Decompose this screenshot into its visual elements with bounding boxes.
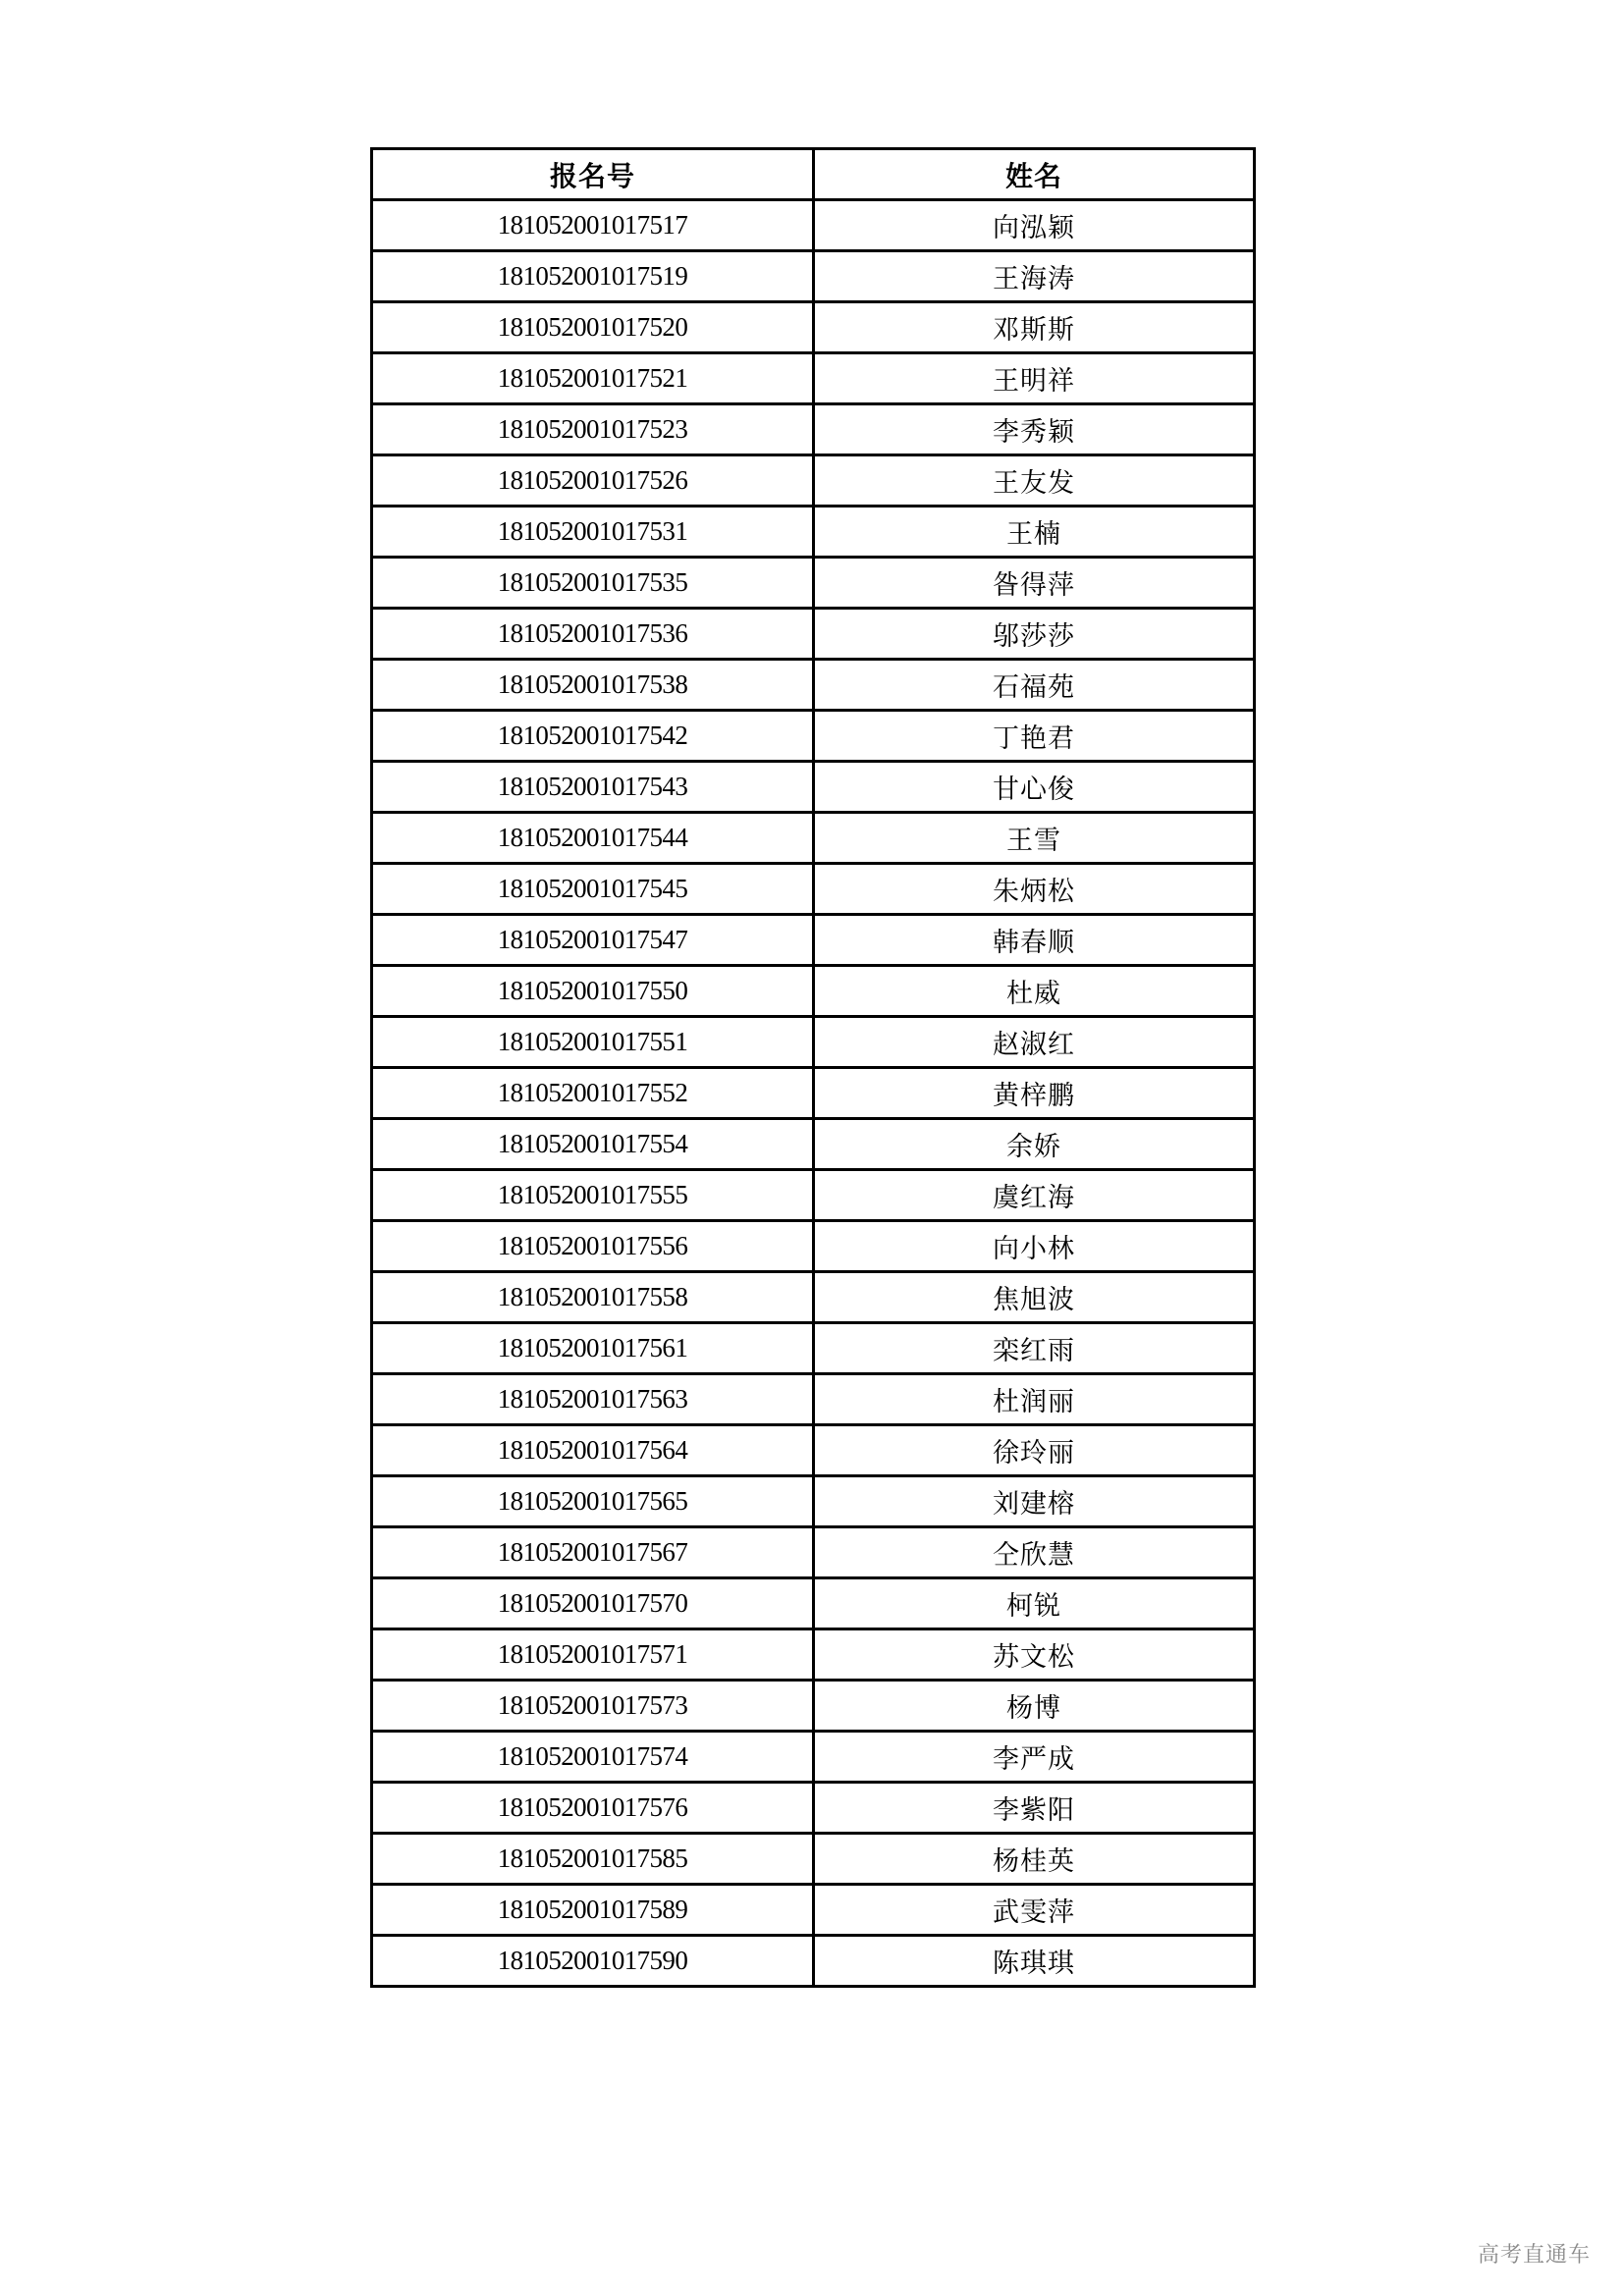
registration-number-cell: 181052001017565: [372, 1476, 814, 1527]
name-cell: 李紫阳: [814, 1783, 1255, 1834]
name-cell: 陈琪琪: [814, 1936, 1255, 1987]
roster-table: [370, 147, 1256, 1988]
registration-number-cell: 181052001017563: [372, 1374, 814, 1425]
registration-number-cell: 181052001017590: [372, 1936, 814, 1987]
table-row: [372, 915, 1255, 966]
name-cell: 徐玲丽: [814, 1425, 1255, 1476]
name-cell: 丁艳君: [814, 711, 1255, 762]
table-row: [372, 1936, 1255, 1987]
name-cell: 赵淑红: [814, 1017, 1255, 1068]
registration-number-cell: 181052001017556: [372, 1221, 814, 1272]
registration-number-cell: 181052001017561: [372, 1323, 814, 1374]
name-cell: 李秀颖: [814, 404, 1255, 455]
name-cell: 向泓颖: [814, 200, 1255, 251]
table-row: [372, 660, 1255, 711]
name-cell: 苏文松: [814, 1629, 1255, 1681]
name-cell: 黄梓鹏: [814, 1068, 1255, 1119]
registration-number-cell: 181052001017570: [372, 1578, 814, 1629]
registration-number-cell: 181052001017542: [372, 711, 814, 762]
table-row: [372, 762, 1255, 813]
name-cell: 韩春顺: [814, 915, 1255, 966]
name-cell: 王楠: [814, 507, 1255, 558]
registration-number-cell: 181052001017567: [372, 1527, 814, 1578]
registration-number-cell: 181052001017551: [372, 1017, 814, 1068]
registration-number-cell: 181052001017520: [372, 302, 814, 353]
name-cell: 柯锐: [814, 1578, 1255, 1629]
registration-number-cell: 181052001017589: [372, 1885, 814, 1936]
registration-number-cell: 181052001017519: [372, 251, 814, 302]
registration-number-cell: 181052001017538: [372, 660, 814, 711]
table-row: [372, 1425, 1255, 1476]
registration-number-cell: 181052001017531: [372, 507, 814, 558]
registration-number-cell: 181052001017554: [372, 1119, 814, 1170]
registration-number-cell: 181052001017576: [372, 1783, 814, 1834]
table-row: [372, 200, 1255, 251]
table-row: [372, 1068, 1255, 1119]
table-row: [372, 1629, 1255, 1681]
name-cell: 武雯萍: [814, 1885, 1255, 1936]
table-row: [372, 251, 1255, 302]
name-cell: 甘心俊: [814, 762, 1255, 813]
table-row: [372, 404, 1255, 455]
registration-number-cell: 181052001017552: [372, 1068, 814, 1119]
name-cell: 王雪: [814, 813, 1255, 864]
registration-number-cell: 181052001017573: [372, 1681, 814, 1732]
header-registration-number: 报名号: [372, 149, 814, 200]
name-cell: 朱炳松: [814, 864, 1255, 915]
name-cell: 杨桂英: [814, 1834, 1255, 1885]
table-body: [372, 200, 1255, 1987]
table-row: [372, 609, 1255, 660]
name-cell: 仝欣慧: [814, 1527, 1255, 1578]
name-cell: 焦旭波: [814, 1272, 1255, 1323]
name-cell: 昝得萍: [814, 558, 1255, 609]
registration-number-cell: 181052001017545: [372, 864, 814, 915]
table-row: [372, 711, 1255, 762]
table-row: [372, 507, 1255, 558]
table-row: [372, 1578, 1255, 1629]
registration-number-cell: 181052001017555: [372, 1170, 814, 1221]
registration-number-cell: 181052001017571: [372, 1629, 814, 1681]
table-row: [372, 558, 1255, 609]
name-cell: 杨博: [814, 1681, 1255, 1732]
name-cell: 李严成: [814, 1732, 1255, 1783]
table-row: [372, 1017, 1255, 1068]
table-row: [372, 864, 1255, 915]
name-cell: 向小林: [814, 1221, 1255, 1272]
table-row: [372, 353, 1255, 404]
name-cell: 邬莎莎: [814, 609, 1255, 660]
registration-number-cell: 181052001017564: [372, 1425, 814, 1476]
table-row: [372, 1272, 1255, 1323]
table-row: [372, 1119, 1255, 1170]
table-row: [372, 1323, 1255, 1374]
table-row: [372, 1681, 1255, 1732]
table-row: [372, 1374, 1255, 1425]
table-row: [372, 1221, 1255, 1272]
table-row: [372, 1527, 1255, 1578]
name-cell: 杜威: [814, 966, 1255, 1017]
table-row: [372, 966, 1255, 1017]
registration-number-cell: 181052001017535: [372, 558, 814, 609]
table-row: [372, 1732, 1255, 1783]
registration-number-cell: 181052001017585: [372, 1834, 814, 1885]
name-cell: 王明祥: [814, 353, 1255, 404]
watermark: 高考直通车: [1478, 2243, 1592, 2268]
name-cell: 王海涛: [814, 251, 1255, 302]
name-cell: 余娇: [814, 1119, 1255, 1170]
table-row: [372, 1885, 1255, 1936]
table-row: [372, 1834, 1255, 1885]
name-cell: 邓斯斯: [814, 302, 1255, 353]
header-name: 姓名: [814, 149, 1255, 200]
registration-number-cell: 181052001017558: [372, 1272, 814, 1323]
table-row: [372, 302, 1255, 353]
registration-number-cell: 181052001017536: [372, 609, 814, 660]
registration-number-cell: 181052001017574: [372, 1732, 814, 1783]
name-cell: 虞红海: [814, 1170, 1255, 1221]
name-cell: 刘建榕: [814, 1476, 1255, 1527]
table-row: [372, 1170, 1255, 1221]
registration-number-cell: 181052001017550: [372, 966, 814, 1017]
registration-number-cell: 181052001017543: [372, 762, 814, 813]
name-cell: 栾红雨: [814, 1323, 1255, 1374]
name-cell: 杜润丽: [814, 1374, 1255, 1425]
name-cell: 石福苑: [814, 660, 1255, 711]
registration-number-cell: 181052001017526: [372, 455, 814, 507]
name-cell: 王友发: [814, 455, 1255, 507]
table-row: [372, 1783, 1255, 1834]
registration-number-cell: 181052001017544: [372, 813, 814, 864]
registration-number-cell: 181052001017521: [372, 353, 814, 404]
registration-number-cell: 181052001017517: [372, 200, 814, 251]
table-row: [372, 455, 1255, 507]
table-header-row: [372, 149, 1255, 200]
registration-number-cell: 181052001017547: [372, 915, 814, 966]
table-row: [372, 813, 1255, 864]
table-row: [372, 1476, 1255, 1527]
registration-number-cell: 181052001017523: [372, 404, 814, 455]
